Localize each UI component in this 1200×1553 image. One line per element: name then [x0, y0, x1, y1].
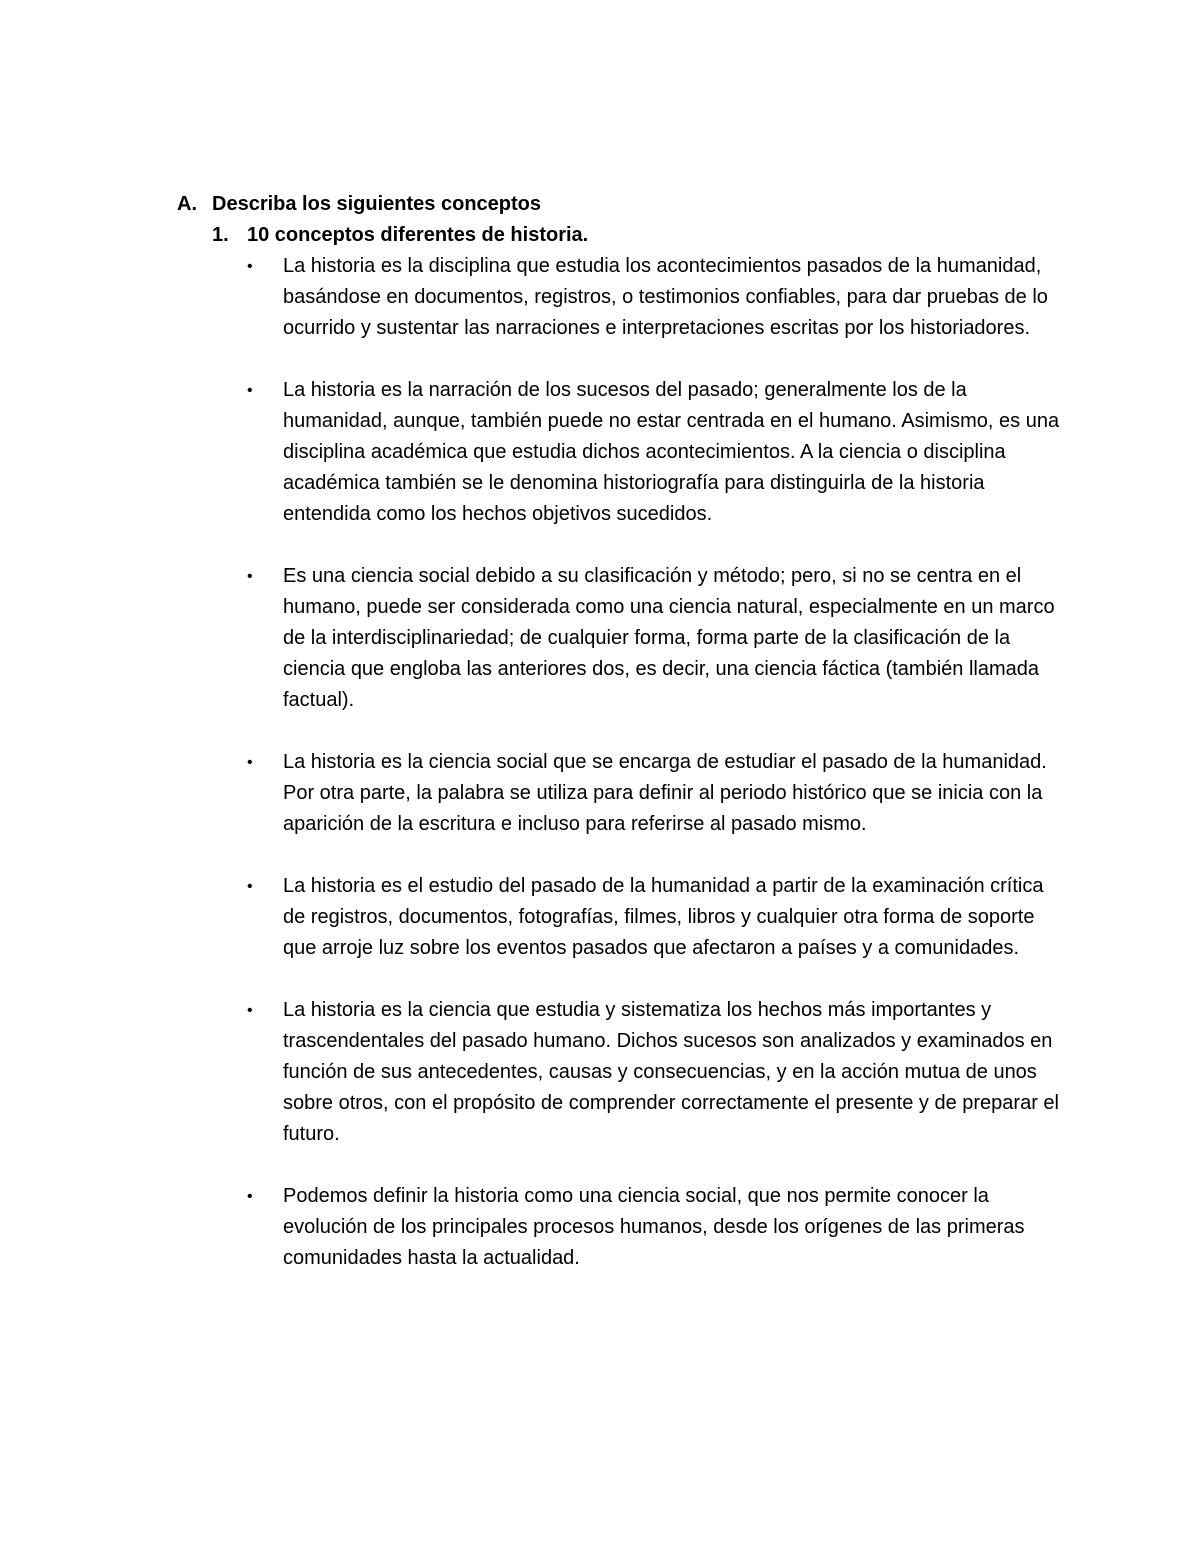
- list-item-text: La historia es la disciplina que estudia los acontecimientos pasados de la humanidad, basándose en documentos, registros, o testimonios confiables, para dar pruebas de lo ocurrido y sustentar las narraciones e interpretaciones escritas por los historiadores.: [283, 255, 1048, 339]
- bullet-icon: •: [247, 754, 253, 771]
- question-heading: [212, 220, 588, 250]
- section-heading: [177, 189, 541, 219]
- bullet-icon: •: [247, 1188, 253, 1205]
- bullet-icon: •: [247, 568, 253, 585]
- list-item: [247, 1181, 1067, 1274]
- list-item-text: La historia es el estudio del pasado de la humanidad a partir de la examinación crítica de registros, documentos, fotografías, filmes, libros y cualquier otra forma de soporte que arroje luz sobre los eventos pasados que afectaron a países y a comunidades.: [283, 875, 1044, 959]
- list-item-text: La historia es la ciencia social que se encarga de estudiar el pasado de la humanidad. Por otra parte, la palabra se utiliza para definir al periodo histórico que se inicia con la aparición de la escritura e incluso para referirse al pasado mismo.: [283, 751, 1047, 835]
- section-title: Describa los siguientes conceptos: [212, 193, 541, 215]
- bullet-icon: •: [247, 1002, 253, 1019]
- concept-list: [247, 251, 1067, 1305]
- list-item-text: La historia es la ciencia que estudia y sistematiza los hechos más importantes y trascendentales del pasado humano. Dichos sucesos son analizados y examinados en función de sus antecedentes, causas y consecuencias, y en la acción mutua de unos sobre otros, con el propósito de comprender correctamente el presente y de preparar el futuro.: [283, 999, 1059, 1145]
- list-item: [247, 995, 1067, 1150]
- list-item: [247, 561, 1067, 716]
- list-item-text: Podemos definir la historia como una ciencia social, que nos permite conocer la evolución de los principales procesos humanos, desde los orígenes de las primeras comunidades hasta la actualidad.: [283, 1185, 1025, 1269]
- bullet-icon: •: [247, 878, 253, 895]
- question-title: 10 conceptos diferentes de historia.: [247, 224, 589, 246]
- list-item-text: La historia es la narración de los sucesos del pasado; generalmente los de la humanidad, aunque, también puede no estar centrada en el humano. Asimismo, es una disciplina académica que estudia dichos acontecimientos. A la ciencia o disciplina académica también se le denomina historiografía para distinguirla de la historia entendida como los hechos objetivos sucedidos.: [283, 379, 1060, 525]
- list-item: [247, 747, 1067, 840]
- bullet-icon: •: [247, 382, 253, 399]
- list-item: [247, 375, 1067, 530]
- list-item: [247, 251, 1067, 344]
- bullet-icon: •: [247, 258, 253, 275]
- list-item-text: Es una ciencia social debido a su clasificación y método; pero, si no se centra en el humano, puede ser considerada como una ciencia natural, especialmente en un marco de la interdisciplinariedad; de cualquier forma, forma parte de la clasificación de la ciencia que engloba las anteriores dos, es decir, una ciencia fáctica (también llamada factual).: [283, 565, 1055, 711]
- question-number: 1.: [212, 224, 229, 246]
- section-marker: A.: [177, 193, 197, 215]
- list-item: [247, 871, 1067, 964]
